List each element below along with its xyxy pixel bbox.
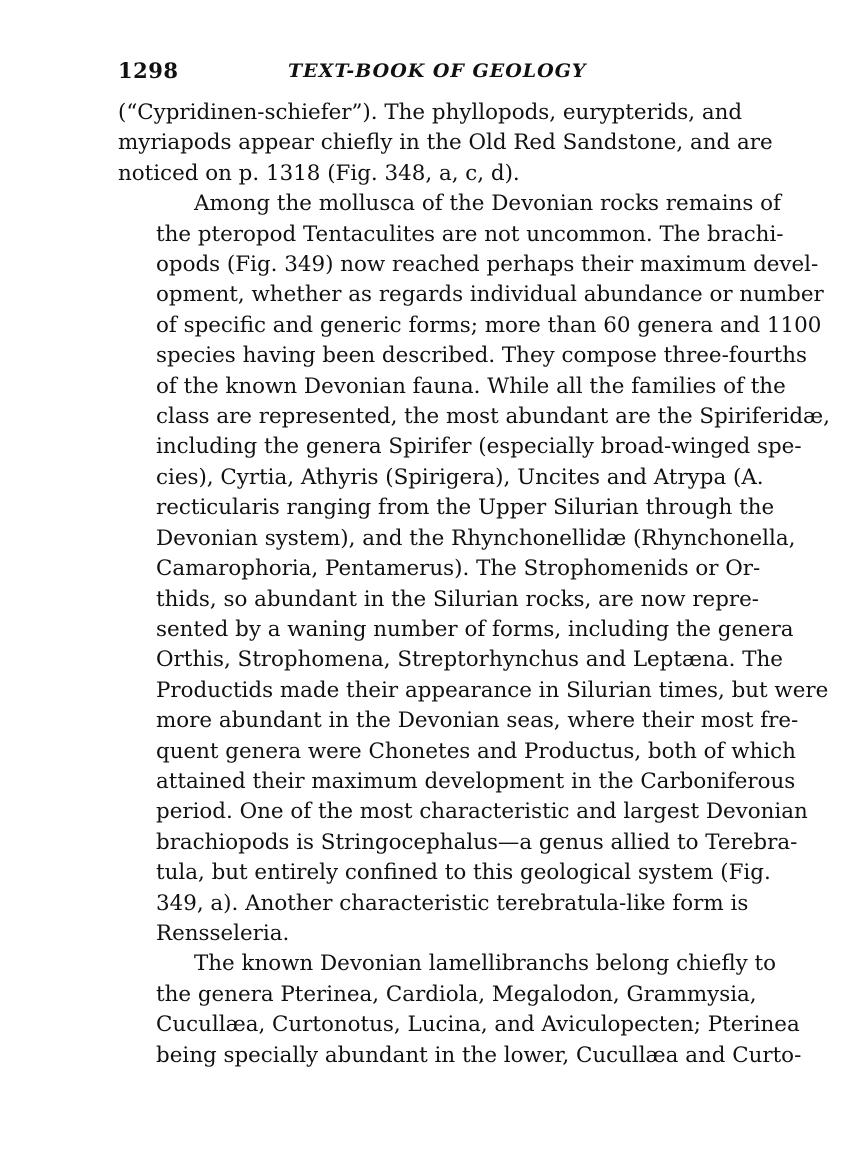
text-line: attained their maximum development in the Carboniferous — [156, 768, 796, 794]
page-number: 1298 — [118, 58, 179, 83]
text-line: Camarophoria, Pentamerus). The Strophomenids or Or- — [156, 556, 761, 582]
text-line: quent genera were Chonetes and Productus, both of which — [156, 738, 796, 764]
text-line: of the known Devonian fauna. While all the families of the — [156, 373, 786, 399]
text-line: thids, so abundant in the Silurian rocks, are now repre- — [156, 586, 760, 612]
paragraph-3 — [118, 949, 802, 1071]
text-line: Productids made their appearance in Silurian times, but were — [156, 677, 829, 703]
text-line: of specific and generic forms; more than 60 genera and 1100 — [156, 312, 822, 338]
text-line: sented by a waning number of forms, including the genera — [156, 616, 794, 642]
book-page — [118, 58, 830, 1071]
text-line: (“Cypridinen-schiefer”). The phyllopods, eurypterids, and — [118, 100, 743, 125]
text-line: The known Devonian lamellibranchs belong chiefly to — [194, 951, 776, 977]
running-title: TEXT-BOOK OF GEOLOGY — [288, 60, 587, 82]
text-line: species having been described. They compose three-fourths — [156, 343, 807, 369]
text-line: recticularis ranging from the Upper Silurian through the — [156, 495, 775, 521]
text-line: Cucullæa, Curtonotus, Lucina, and Aviculopecten; Pterinea — [156, 1012, 800, 1038]
text-line: class are represented, the most abundant are the Spiriferidæ, — [156, 404, 830, 430]
text-line: opment, whether as regards individual abundance or number — [156, 282, 824, 308]
text-line: the genera Pterinea, Cardiola, Megalodon, Grammysia, — [156, 981, 757, 1007]
paragraph-1 — [118, 98, 773, 189]
text-line: opods (Fig. 349) now reached perhaps their maximum devel- — [156, 252, 819, 278]
text-line: brachiopods is Stringocephalus—a genus allied to Terebra- — [156, 829, 798, 855]
text-line: period. One of the most characteristic and largest Devonian — [156, 799, 808, 825]
text-line: Rensseleria. — [156, 920, 290, 946]
text-line: Orthis, Strophomena, Streptorhynchus and Leptæna. The — [156, 647, 783, 673]
text-line: Among the mollusca of the Devonian rocks remains of — [194, 191, 781, 217]
text-line: 349, a). Another characteristic terebratula-like form is — [156, 890, 749, 916]
text-line: Devonian system), and the Rhynchonellidæ (Rhynchonella, — [156, 525, 796, 551]
page-header — [118, 58, 738, 88]
text-line: being specially abundant in the lower, Cucullæa and Curto- — [156, 1042, 802, 1068]
text-line: the pteropod Tentaculites are not uncommon. The brachi- — [156, 221, 784, 247]
text-line: tula, but entirely confined to this geological system (Fig. — [156, 860, 771, 886]
text-line: cies), Cyrtia, Athyris (Spirigera), Uncites and Atrypa (A. — [156, 464, 764, 490]
text-line: more abundant in the Devonian seas, where their most fre- — [156, 708, 799, 734]
text-line: myriapods appear chiefly in the Old Red Sandstone, and are — [118, 130, 773, 156]
text-line: including the genera Spirifer (especially broad-winged spe- — [156, 434, 802, 460]
paragraph-2 — [118, 189, 830, 949]
text-line: noticed on p. 1318 (Fig. 348, a, c, d). — [118, 160, 520, 186]
